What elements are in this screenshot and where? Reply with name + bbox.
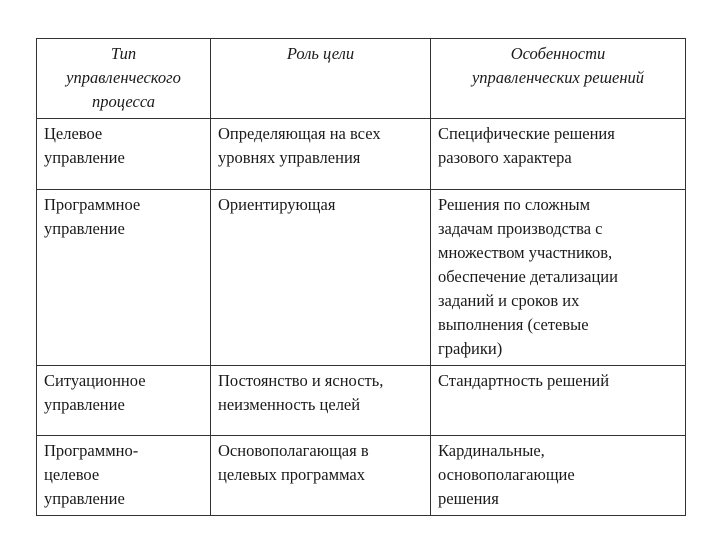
header-goal-role: Роль цели	[211, 39, 431, 119]
cell-features: Кардинальные, основополагающие решения	[431, 436, 686, 516]
cell-role: Определяющая на всех уровнях управления	[211, 119, 431, 190]
table-row	[37, 190, 686, 366]
cell-type: Программно- целевое управление	[37, 436, 211, 516]
cell-features: Решения по сложным задачам производства с множеством участников, обеспечение детализации заданий и сроков их выполнения (сетевые графики)	[431, 190, 686, 366]
cell-type: Программное управление	[37, 190, 211, 366]
table-header-row	[37, 39, 686, 119]
cell-type: Ситуационное управление	[37, 366, 211, 436]
table-row	[37, 436, 686, 516]
cell-role: Основополагающая в целевых программах	[211, 436, 431, 516]
cell-role: Постоянство и ясность, неизменность целей	[211, 366, 431, 436]
table-row	[37, 366, 686, 436]
cell-features: Стандартность решений	[431, 366, 686, 436]
table-row	[37, 119, 686, 190]
cell-role: Ориентирующая	[211, 190, 431, 366]
header-decision-features: Особенности управленческих решений	[431, 39, 686, 119]
cell-features: Специфические решения разового характера	[431, 119, 686, 190]
management-types-table	[36, 38, 686, 516]
cell-type: Целевое управление	[37, 119, 211, 190]
header-process-type: Тип управленческого процесса	[37, 39, 211, 119]
